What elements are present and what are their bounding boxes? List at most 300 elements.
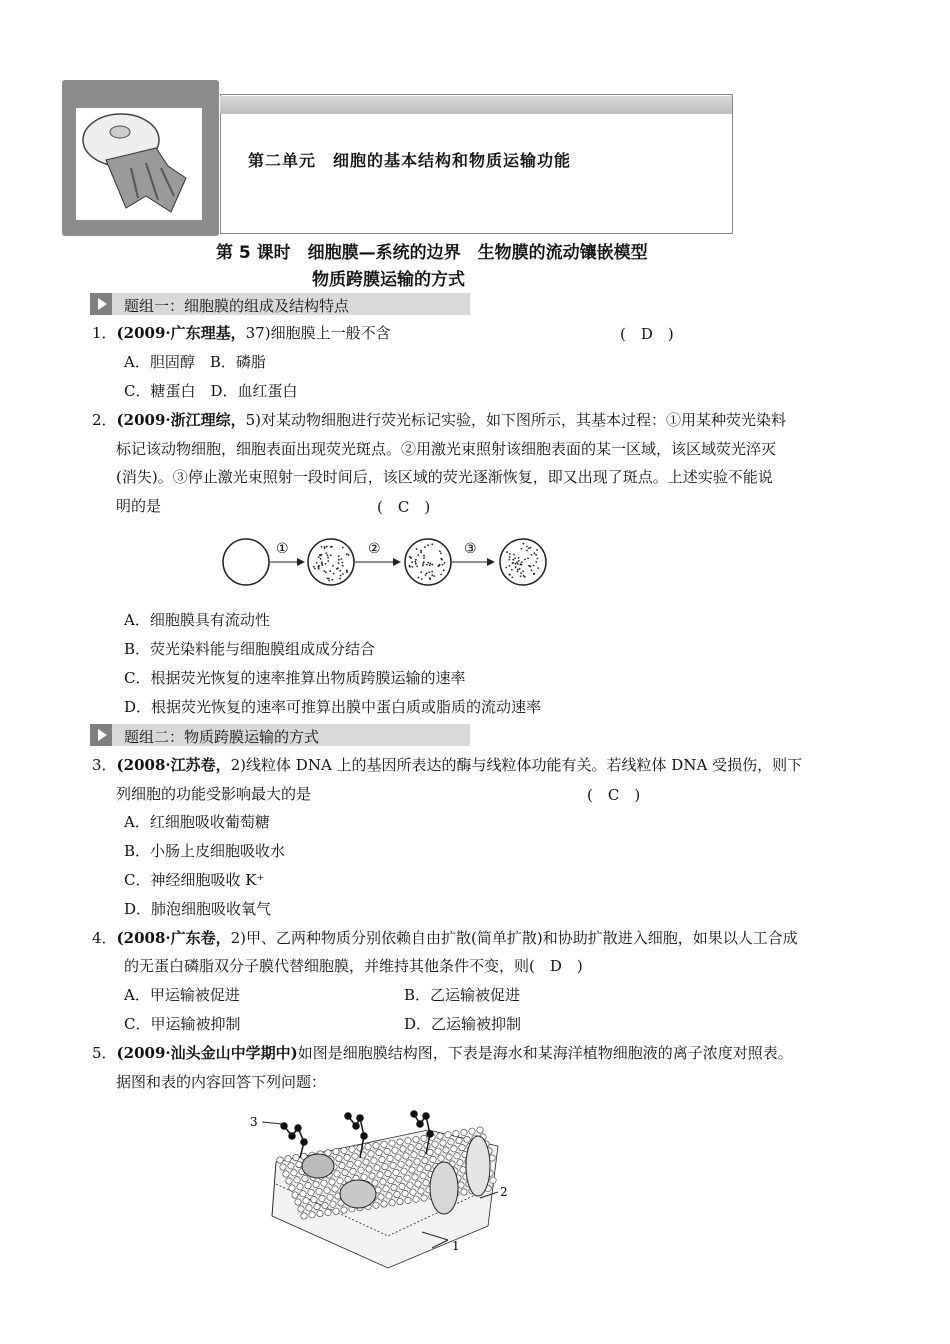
fluorescent-spot (422, 563, 424, 565)
fluorescent-spot (517, 569, 519, 571)
fluorescent-spot (429, 564, 431, 566)
fluorescent-spot (512, 559, 514, 561)
question-text-line: 标记该动物细胞，细胞表面出现荧光斑点。②用激光束照射该细胞表面的某一区域，该区域荧光淬灭 (116, 440, 777, 458)
fluorescent-spot (521, 561, 523, 563)
fluorescent-spot (414, 561, 416, 563)
fluorescent-spot (336, 568, 338, 570)
answer-2: ( C ) (377, 498, 431, 516)
option-line: C．甲运输被抑制 (124, 1015, 241, 1033)
answer-1: ( D ) (620, 325, 674, 343)
option-line: D．乙运输被抑制 (404, 1015, 522, 1033)
fluorescent-spot (324, 546, 326, 548)
fluorescent-spot (333, 573, 335, 575)
unit-banner-image (62, 80, 219, 236)
phospholipid-head (329, 1179, 335, 1185)
fluorescent-spot (325, 563, 327, 565)
fluorescent-spot (339, 578, 341, 580)
phospholipid-head (390, 1162, 396, 1168)
option-line: D．肺泡细胞吸收氧气 (124, 900, 272, 918)
phospholipid-head (325, 1209, 331, 1215)
phospholipid-head (402, 1190, 408, 1196)
option-line: A．甲运输被促进 (124, 986, 240, 1004)
fluorescent-spot (433, 575, 435, 577)
phospholipid-head (406, 1160, 412, 1166)
phospholipid-head (404, 1175, 410, 1181)
phospholipid-head (309, 1212, 315, 1218)
phospholipid-head (461, 1189, 467, 1195)
fluorescent-spot (342, 565, 344, 567)
phospholipid-head (334, 1171, 340, 1177)
fluorescent-spot (537, 558, 539, 560)
phospholipid-head (380, 1179, 386, 1185)
phospholipid-head (440, 1140, 446, 1146)
phospholipid-head (417, 1166, 423, 1172)
phospholipid-head (413, 1136, 419, 1142)
phospholipid-head (294, 1177, 300, 1183)
phospholipid-head (381, 1141, 387, 1147)
fluorescent-spot (531, 554, 533, 556)
fluorescent-spot (431, 564, 433, 566)
phospholipid-head (378, 1194, 384, 1200)
fluorescent-spot (520, 572, 522, 574)
phospholipid-head (373, 1142, 379, 1148)
fluorescent-spot (521, 548, 523, 550)
fluorescent-spot (346, 553, 348, 555)
fluorescent-spot (325, 571, 327, 573)
phospholipid-head (277, 1157, 283, 1163)
phospholipid-head (373, 1202, 379, 1208)
unit-banner-stripe (220, 96, 732, 114)
phospholipid-head (405, 1197, 411, 1203)
phospholipid-head (423, 1180, 429, 1186)
option-line: A．红细胞吸收葡萄糖 (124, 813, 270, 831)
phospholipid-head (358, 1167, 364, 1173)
fluorescent-spot (415, 563, 417, 565)
phospholipid-head (399, 1183, 405, 1189)
fluorescent-spot (416, 565, 418, 567)
fluorescent-spot (318, 568, 320, 570)
phospholipid-head (435, 1148, 441, 1154)
phospholipid-head (313, 1181, 319, 1187)
phospholipid-head (432, 1141, 438, 1147)
phospholipid-head (453, 1130, 459, 1136)
phospholipid-head (396, 1176, 402, 1182)
fluorescent-spot (533, 565, 535, 567)
step-label: ① (276, 541, 289, 557)
fluorescent-spot (316, 562, 318, 564)
phospholipid-head (403, 1153, 409, 1159)
phospholipid-head (295, 1199, 301, 1205)
question-1: 1．(2009·广东理基，37)细胞膜上一般不含 (92, 324, 391, 342)
phospholipid-head (414, 1159, 420, 1165)
phospholipid-head (289, 1185, 295, 1191)
phospholipid-head (371, 1158, 377, 1164)
phospholipid-head (410, 1189, 416, 1195)
phospholipid-head (388, 1177, 394, 1183)
phospholipid-head (415, 1181, 421, 1187)
section-label: 题组二：物质跨膜运输的方式 (124, 728, 320, 746)
phospholipid-head (336, 1155, 342, 1161)
question-text-line: (消失)。③停止激光束照射一段时间后，该区域的荧光逐渐恢复，即又出现了斑点。上述实验不能说 (116, 468, 773, 486)
phospholipid-head (422, 1157, 428, 1163)
phospholipid-head (421, 1195, 427, 1201)
phospholipid-head (456, 1137, 462, 1143)
phospholipid-head (405, 1138, 411, 1144)
question-text-line: 列细胞的功能受影响最大的是 (116, 785, 312, 803)
phospholipid-head (407, 1182, 413, 1188)
phospholipid-head (377, 1172, 383, 1178)
fluorescent-spot (323, 570, 325, 572)
phospholipid-head (308, 1189, 314, 1195)
fluorescent-spot (528, 547, 530, 549)
phospholipid-head (324, 1187, 330, 1193)
fluorescent-spot (340, 575, 342, 577)
phospholipid-head (379, 1156, 385, 1162)
protein-icon (302, 1154, 334, 1178)
section-header-2 (90, 724, 470, 746)
fluorescent-spot (342, 547, 344, 549)
phospholipid-head (306, 1205, 312, 1211)
phospholipid-head (457, 1160, 463, 1166)
fluorescent-spot (330, 554, 332, 556)
option-line: B．乙运输被促进 (404, 986, 521, 1004)
phospholipid-head (349, 1146, 355, 1152)
fluorescent-spot (415, 559, 417, 561)
phospholipid-head (400, 1146, 406, 1152)
section-header-1 (90, 293, 470, 315)
phospholipid-head (461, 1129, 467, 1135)
phospholipid-head (291, 1170, 297, 1176)
fluorescent-spot (331, 579, 333, 581)
phospholipid-head (302, 1175, 308, 1181)
phospholipid-head (332, 1186, 338, 1192)
phospholipid-head (342, 1169, 348, 1175)
fluorescent-spot (518, 557, 520, 559)
phospholipid-head (412, 1174, 418, 1180)
fluorescent-spot (429, 577, 431, 579)
fluorescent-spot (426, 564, 428, 566)
fluorescent-spot (338, 559, 340, 561)
phospholipid-head (301, 1213, 307, 1219)
fluorescent-spot (431, 543, 433, 545)
phospholipid-head (330, 1201, 336, 1207)
fluorescent-spot (431, 574, 433, 576)
phospholipid-head (341, 1207, 347, 1213)
fluorescent-spot (329, 570, 331, 572)
channel-protein-icon (430, 1162, 458, 1214)
fluorescent-spot (531, 569, 533, 571)
fluorescent-spot (505, 567, 507, 569)
fluorescent-spot (535, 554, 537, 556)
fluorescent-spot (520, 563, 522, 565)
fluorescent-spot (326, 546, 328, 548)
phospholipid-head (464, 1136, 470, 1142)
phospholipid-head (401, 1168, 407, 1174)
fluorescent-spot (516, 561, 518, 563)
option-line: A．细胞膜具有流动性 (124, 611, 270, 629)
fluorescent-spot (527, 558, 529, 560)
fluorescent-spot (523, 543, 525, 545)
phospholipid-head (420, 1173, 426, 1179)
fluorescent-spot (442, 564, 444, 566)
fluorescent-spot (511, 569, 513, 571)
fluorescent-spot (526, 546, 528, 548)
fluorescent-spot (431, 571, 433, 573)
phospholipid-head (288, 1163, 294, 1169)
fluorescent-spot (341, 558, 343, 560)
fluorescent-spot (313, 566, 315, 568)
fluorescent-spot (327, 557, 329, 559)
phospholipid-head (408, 1145, 414, 1151)
phospholipid-head (437, 1133, 443, 1139)
phospholipid-head (311, 1196, 317, 1202)
phospholipid-head (385, 1170, 391, 1176)
fluorescent-spot (439, 564, 441, 566)
phospholipid-head (321, 1180, 327, 1186)
phospholipid-head (319, 1195, 325, 1201)
fluorescent-spot (348, 554, 350, 556)
fluorescent-spot (444, 562, 446, 564)
phospholipid-head (344, 1154, 350, 1160)
phospholipid-head (368, 1151, 374, 1157)
phospholipid-head (347, 1161, 353, 1167)
phospholipid-head (350, 1168, 356, 1174)
fluorescent-spot (509, 574, 511, 576)
phospholipid-head (460, 1167, 466, 1173)
fluorescent-spot (528, 565, 530, 567)
fluorescent-spot (412, 566, 414, 568)
phospholipid-head (446, 1154, 452, 1160)
fluorescent-spot (338, 555, 340, 557)
fluorescent-spot (328, 578, 330, 580)
fluorescent-spot (443, 569, 445, 571)
fluorescent-spot (509, 565, 511, 567)
phospholipid-head (296, 1161, 302, 1167)
fluorescent-spot (523, 575, 525, 577)
fluorescent-spot (517, 563, 519, 565)
phospholipid-head (333, 1208, 339, 1214)
fluorescent-spot (423, 557, 425, 559)
fluorescent-spot (515, 563, 517, 565)
channel-protein-icon (466, 1136, 490, 1196)
phospholipid-head (300, 1191, 306, 1197)
fluorescent-spot (506, 551, 508, 553)
phospholipid-head (333, 1148, 339, 1154)
recovered-cell (500, 539, 546, 585)
answer-3: ( C ) (587, 786, 641, 804)
phospholipid-head (285, 1156, 291, 1162)
unlabeled-cell (223, 539, 269, 585)
phospholipid-head (393, 1169, 399, 1175)
fluorescent-spot (423, 555, 425, 557)
phospholipid-head (418, 1188, 424, 1194)
fluorescent-spot (513, 554, 515, 556)
fluorescent-spot (320, 558, 322, 560)
play-arrow-icon (90, 724, 112, 746)
fluorescent-spot (518, 560, 520, 562)
unit-title: 第二单元 细胞的基本结构和物质运输功能 (248, 151, 572, 170)
phospholipid-head (397, 1139, 403, 1145)
fluorescent-spot (440, 552, 442, 554)
fluorescent-spot (425, 574, 427, 576)
phospholipid-head (490, 1177, 496, 1183)
phospholipid-head (392, 1147, 398, 1153)
fluorescent-spot (328, 580, 330, 582)
question-text-line: 据图和表的内容回答下列问题： (116, 1073, 327, 1091)
phospholipid-head (316, 1188, 322, 1194)
fluorescent-spot (509, 553, 511, 555)
step-label: ② (368, 541, 381, 557)
fluorescent-spot (526, 550, 528, 552)
phospholipid-head (369, 1173, 375, 1179)
phospholipid-head (419, 1150, 425, 1156)
phospholipid-head (297, 1184, 303, 1190)
question-3: 3．(2008·江苏卷，2)线粒体 DNA 上的基因所表达的酶与线粒体功能有关。若线粒体 DNA 受损伤，则下 (92, 756, 803, 774)
fluorescent-spot (424, 546, 426, 548)
fluorescent-spot (514, 557, 516, 559)
fluorescent-spot (440, 574, 442, 576)
labeled-cell (308, 539, 354, 585)
option-line: D．根据荧光恢复的速率可推算出膜中蛋白质或脂质的流动速率 (124, 698, 542, 716)
fluorescent-spot (524, 559, 526, 561)
section-label: 题组一：细胞膜的组成及结构特点 (124, 297, 350, 315)
phospholipid-head (397, 1198, 403, 1204)
fluorescent-spot (332, 565, 334, 567)
phospholipid-head (448, 1139, 454, 1145)
lesson-subtitle: 物质跨膜运输的方式 (312, 270, 465, 290)
fluorescent-spot (416, 548, 418, 550)
fluorescent-spot (512, 562, 514, 564)
fluorescent-spot (421, 578, 423, 580)
phospholipid-head (374, 1165, 380, 1171)
question-4: 4．(2008·广东卷，2)甲、乙两种物质分别依赖自由扩散(简单扩散)和协助扩散进入细胞，如果以人工合成 (92, 929, 798, 947)
phospholipid-head (458, 1182, 464, 1188)
fluorescent-spot (509, 556, 511, 558)
phospholipid-head (355, 1160, 361, 1166)
phospholipid-head (298, 1206, 304, 1212)
fluorescent-spot (530, 547, 532, 549)
fluorescent-spot (338, 562, 340, 564)
phospholipid-head (341, 1147, 347, 1153)
phospholipid-head (363, 1159, 369, 1165)
diagram-label: 1 (452, 1239, 460, 1253)
phospholipid-head (327, 1194, 333, 1200)
fluorescent-spot (423, 561, 425, 563)
fluorescent-spot (427, 562, 429, 564)
fluorescent-spot (430, 563, 432, 565)
phospholipid-head (383, 1186, 389, 1192)
phospholipid-head (384, 1148, 390, 1154)
fluorescent-spot (426, 572, 428, 574)
phospholipid-head (398, 1161, 404, 1167)
fluorescent-spot (536, 549, 538, 551)
fluorescent-spot (325, 552, 327, 554)
play-arrow-icon (90, 293, 112, 315)
fluorescent-spot (517, 571, 519, 573)
option-line: C．神经细胞吸收 K⁺ (124, 871, 265, 889)
phospholipid-head (395, 1154, 401, 1160)
fluorescent-spot (537, 567, 539, 569)
fluorescent-spot (342, 562, 344, 564)
phospholipid-head (293, 1154, 299, 1160)
phospholipid-head (425, 1164, 431, 1170)
phospholipid-head (477, 1127, 483, 1133)
phospholipid-head (352, 1153, 358, 1159)
phospholipid-head (366, 1166, 372, 1172)
phospholipid-head (451, 1146, 457, 1152)
phospholipid-head (386, 1193, 392, 1199)
fluorescent-spot (509, 559, 511, 561)
question-2: 2．(2009·浙江理综，5)对某动物细胞进行荧光标记实验，如下图所示，其基本过程：①用某种荧光染料 (92, 411, 787, 429)
phospholipid-head (376, 1149, 382, 1155)
phospholipid-head (322, 1202, 328, 1208)
lesson-title: 第 5 课时 细胞膜—系统的边界 生物膜的流动镶嵌模型 (216, 243, 648, 263)
fluorescent-spot (346, 571, 348, 573)
fluorescent-spot (318, 565, 320, 567)
fluorescent-spot (422, 565, 424, 567)
phospholipid-head (387, 1155, 393, 1161)
phospholipid-head (454, 1153, 460, 1159)
fluorescent-spot (420, 551, 422, 553)
fluorescent-spot (440, 558, 442, 560)
fluorescent-spot (511, 577, 513, 579)
fluorescent-spot (321, 561, 323, 563)
fluorescent-spot (409, 565, 411, 567)
fluorescent-spot (420, 571, 422, 573)
fluorescent-spot (411, 561, 413, 563)
cell-membrane-diagram (248, 1106, 528, 1274)
phospholipid-head (438, 1155, 444, 1161)
fluorescent-spot (321, 563, 323, 565)
phospholipid-head (459, 1144, 465, 1150)
option-line: A．胆固醇 B．磷脂 (124, 353, 266, 371)
fluorescent-spot (533, 573, 535, 575)
phospholipid-head (382, 1163, 388, 1169)
question-text-line: 的无蛋白磷脂双分子膜代替细胞膜，并维持其他条件不变，则( D ) (124, 957, 583, 975)
fluorescent-spot (327, 560, 329, 562)
fluorescent-spot (519, 568, 521, 570)
phospholipid-head (286, 1178, 292, 1184)
fluorescent-spot (427, 544, 429, 546)
fluorescent-spot (439, 550, 441, 552)
phospholipid-head (283, 1171, 289, 1177)
fluorescent-spot (515, 566, 517, 568)
phospholipid-head (337, 1178, 343, 1184)
fluorescent-spot (428, 571, 430, 573)
phospholipid-head (314, 1203, 320, 1209)
phospholipid-head (416, 1143, 422, 1149)
fluorescent-spot (418, 577, 420, 579)
phospholipid-head (421, 1135, 427, 1141)
phospholipid-head (443, 1147, 449, 1153)
fluorescent-spot (314, 568, 316, 570)
fluorescent-spot (339, 570, 341, 572)
option-line: B．荧光染料能与细胞膜组成成分结合 (124, 640, 376, 658)
step-label: ③ (464, 541, 477, 557)
phospholipid-head (280, 1164, 286, 1170)
phospholipid-head (389, 1140, 395, 1146)
question-text-line: 明的是 (116, 497, 162, 515)
fluorescent-spot (522, 571, 524, 573)
option-line: B．小肠上皮细胞吸收水 (124, 842, 286, 860)
fluorescent-spot (533, 552, 535, 554)
phospholipid-head (381, 1201, 387, 1207)
phospholipid-head (409, 1167, 415, 1173)
diagram-label: 2 (500, 1185, 508, 1199)
phospholipid-head (389, 1200, 395, 1206)
diagram-label: 3 (250, 1115, 258, 1129)
fluorescent-spot (321, 546, 323, 548)
